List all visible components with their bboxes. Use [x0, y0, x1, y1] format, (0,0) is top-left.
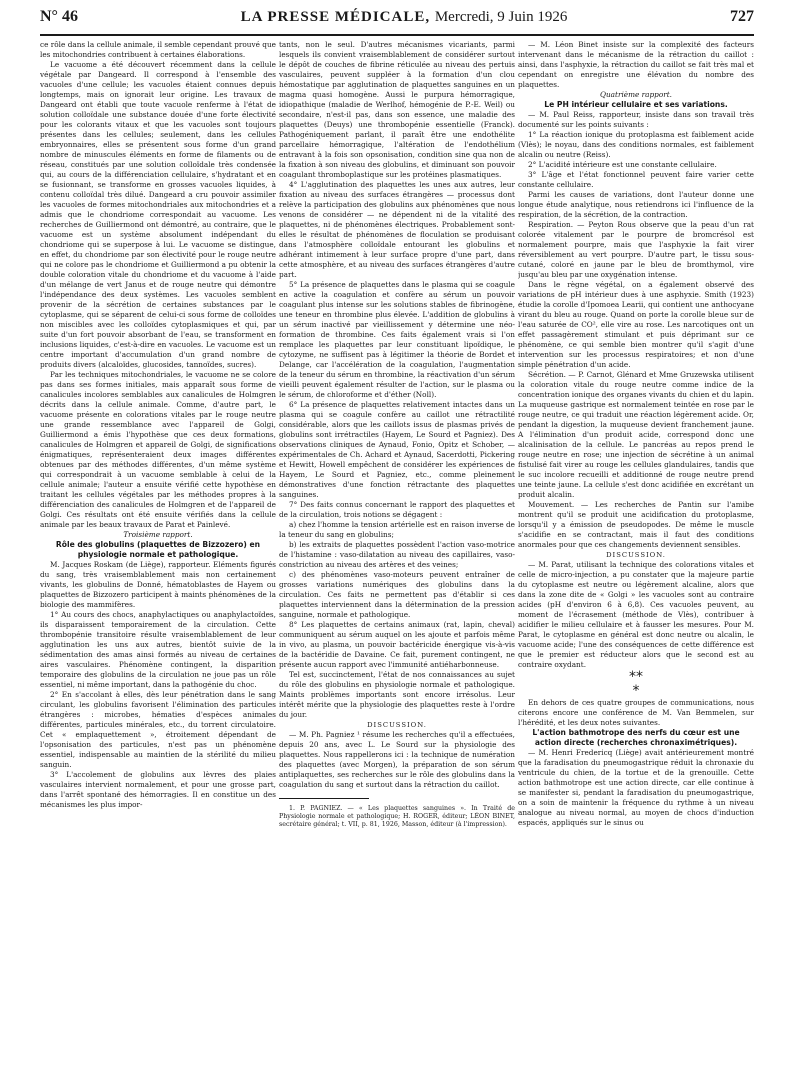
- journal-name: LA PRESSE MÉDICALE,: [240, 9, 431, 25]
- paragraph: a) chez l'homme la tension artérielle est en raison inverse de la teneur du sang en globulins;: [279, 520, 515, 539]
- footnote-divider: [279, 798, 369, 799]
- page-header: [40, 8, 754, 36]
- paragraph: 8° Les plaquettes de certains animaux (rat, lapin, cheval) communiquent au sérum auquel on les ajoute et parfois même in vivo, au plasma, un pouvoir bactéricide énergique vis-à-vis de la bactéridie de Davaine. Ce fait, purement contingent, ne présente aucun rapport avec l'immunité antiéharbonneuse.: [279, 620, 515, 669]
- column-left: [40, 40, 276, 1070]
- section-label: Troisième rapport.: [123, 530, 193, 539]
- paragraph: M. Jacques Roskam (de Liège), rapporteur. Eléments figurés du sang, très vraisemblablement mais non certainement vivants, les globulins de Donné, hématoblastes de Hayem ou plaquettes de Bizzozero participent à maints phénomènes de la biologie des mammifères.: [40, 560, 276, 609]
- paragraph: Tel est, succinctement, l'état de nos connaissances au sujet du rôle des globulins en physiologie normale et pathologique. Maints problèmes importants sont encore irrésolus. Leur intérêt mérite que la physiologie des plaquettes reste à l'ordre du jour.: [279, 670, 515, 719]
- section-label: Quatrième rapport.: [600, 90, 672, 99]
- section-title: Le PH intérieur cellulaire et ses variations.: [544, 100, 728, 109]
- paragraph: Sécrétion. — P. Carnot, Glénard et Mme Gruzewska utilisent la coloration vitale du rouge neutre comme indice de la concentration ionique des organes vivants du chien et du lapin. La muqueuse gastrique est normalement teintée en rose par le rouge neutre, ce qui traduit une réaction légèrement acide. Or, pendant la digestion, la muqueuse devient franchement jaune. A l'élimination d'un produit acide, correspond donc une alcalinisation de la cellule. Le pancréas au repos prend le rouge neutre en rose; une injection de sécrétine à un animal fistulisé fait virer au rouge les cellules glandulaires, tandis que le suc incolore recueilli et additionné de rouge neutre prend une teinte jaune. La cellule s'est donc acidifiée en excrétant un produit alcalin.: [518, 370, 754, 499]
- paragraph: — M. Paul Reiss, rapporteur, insiste dans son travail très documenté sur les points suivants :: [518, 110, 754, 129]
- paragraph: ce rôle dans la cellule animale, il semble cependant prouvé que les mitochondries contribuent à certaines élaborations.: [40, 40, 276, 59]
- paragraph: Par les techniques mitochondriales, le vacuome ne se colore pas dans ses formes initiales, mais apparaît sous forme de canalicules incolores semblables aux canalicules de Holmgren décrits dans la cellule animale. Comme, d'autre part, le vacuome présente en colorations vitales par le rouge neutre une grande ressemblance avec l'appareil de Golgi, Guilliermond a émis l'hypothèse que ces deux formations, canalicules de Holmgren et appareil de Golgi, de significations énigmatiques, représenteraient deux images différentes obtenues par des méthodes différentes, d'un même système qui correspondrait à un vacuome semblable à celui de la cellule animale; l'auteur a ensuite vérifié cette hypothèse en traitant les cellules végétales par les méthodes propres à la différenciation des canalicules de Holmgren et de l'appareil de Golgi. Ces résultats ont été ensuite vérifiés dans la cellule animale par les beaux travaux de Parat et Painlevé.: [40, 370, 276, 529]
- paragraph: — M. Léon Binet insiste sur la complexité des facteurs intervenant dans le mécanisme de la rétraction du caillot : ainsi, dans l'asphyxie, la rétraction du caillot se fait très mal et cependant on enregistre une élévation du nombre des plaquettes.: [518, 40, 754, 89]
- paragraph: tants, non le seul. D'autres mécanismes vicariants, parmi lesquels ils convient vraisemblablement de considérer surtout le dépôt de couches de fibrine réticulée au niveau des pertuis vasculaires, peuvent suppléer à la formation d'un clou hémostatique par agglutination de plaquettes sanguines en un magma quasi homogène. Aussi le purpura hémorragique, idiopathique (maladie de Werlhof, hémogénie de P.-E. Weil) ou secondaire, n'est-il pas, dans son essence, une maladie des plaquettes (Deuys) une thrombopénie essentielle (Franck). Pathogéniquement parlant, il paraît être une endothélite parcellaire hémorragique, l'altération de l'endothélium entravant à la fois son opsonisation, condition sine qua non de la fixation à son niveau des globulins, et diminuant son pouvoir coagulant thromboplastique sur les protéines plasmatiques.: [279, 40, 515, 179]
- paragraph: Respiration. — Peyton Rous observe que la peau d'un rat colorée vitalement par le pourpre de bromcrésol est normalement pourpre, mais que l'asphyxie la fait virer réversiblement au vert pourpre. D'autre part, le tissu sous-cutané, coloré en jaune par le bleu de bromthymol, vire jusqu'au bleu par une oxygénation intense.: [518, 220, 754, 279]
- issue-number: N° 46: [40, 8, 78, 25]
- paragraph: Le vacuome a été découvert récemment dans la cellule végétale par Dangeard. Il correspond à l'ensemble des vacuoles d'une cellule; les vacuoles étaient connues depuis longtemps, mais on ignorait leur origine. Les travaux de Dangeard ont établi que toute vacuole renferme à l'état de solution colloïdale une substance douée d'une forte électivité pour les colorants vitaux et que les vacuoles sont toujours présentes dans les cellules; seulement, dans les cellules embryonnaires, elles se présentent sous forme d'un grand nombre de minuscules éléments en forme de filaments ou de réseau, constitués par une solution colloïdale très condensée qui, au cours de la différenciation cellulaire, s'hydratant et en se fusionnant, se transforme en grosses vacuoles liquides, à contenu colloïdal très dilué. Dangeard a cru pouvoir assimiler les vacuoles de formes mitochondriales aux mitochondries et a admis que le chondriome correspondait au vacuome. Les recherches de Guilliermond ont démontré, au contraire, que le vacuome est un système absolument indépendant du chondriome qui se superpose à lui. Le vacuome se distingue, en effet, du chondriome par son électivité pour le rouge neutre qui ne colore pas le chondriome et Guilliermond a pu obtenir la double coloration vitale du chondriome et du vacuome à l'aide d'un mélange de vert Janus et de rouge neutre qui démontre l'indépendance des deux systèmes. Les vacuoles semblent provenir de la sécrétion de certaines substances par le cytoplasme, qui se séparent de celui-ci sous forme de colloïdes non miscibles avec les colloïdes cytoplasmiques et qui, par suite d'un fort pouvoir absorbant de l'eau, se transforment en inclusions liquides, c'est-à-dire en vacuoles. Le vacuome est un centre important d'accumulation d'un grand nombre de produits divers (alcaloïdes, glucosides, tannoïdes, sucres).: [40, 60, 276, 369]
- paragraph: — M. Parat, utilisant la technique des colorations vitales et celle de micro-injection, a pu constater que la majeure partie du cytoplasme est neutre ou légèrement alcaline, alors que dans la zone dite de « Golgi » les vacuoles sont au contraire acides (pH d'environ 6 à 6,8). Ces vacuoles peuvent, au moment de l'écrasement (méthode de Vlès), contribuer à acidifier le milieu cellulaire et à fausser les mesures. Pour M. Parat, le cytoplasme en général est donc neutre ou alcalin, le vacuome acide; l'une des conséquences de cette différence est que le premier est réducteur alors que le second est au contraire oxydant.: [518, 560, 754, 669]
- paragraph: c) des phénomènes vaso-moteurs peuvent entraîner de grosses variations numériques des globulins dans la circulation. Ces faits ne permettent pas d'établir si ces plaquettes interviennent dans la détermination de la pression sanguine, normale et pathologique.: [279, 570, 515, 619]
- paragraph: 6° La présence de plaquettes relativement intactes dans un plasma qui se coagule confère au caillot une rétractilité considérable, alors que les caillots issus de plasmas privés de globulins sont irrétractiles (Hayem, Le Sourd et Pagniez). Des observations cliniques de Aynaud, Fonio, Opitz et Schober, — expérimentales de Ch. Achard et Aynaud, Sacerdotti, Pickering et Hewitt, Howell empêchent de considérer les expériences de Hayem, Le Sourd et Pagniez, etc., comme pleinement démonstratives d'une fonction rétractante des plaquettes sanguines.: [279, 400, 515, 499]
- issue-date: Mercredi, 9 Juin 1926: [434, 9, 568, 25]
- paragraph: — M. Ph. Pagniez ¹ résume les recherches qu'il a effectuées, depuis 20 ans, avec L. Le Sourd sur la physiologie des plaquettes. Nous rappellerons ici : la technique de numération des plaquettes (avec Morgen), la préparation de son sérum antiplaquettes, ses recherches sur le rôle des globulins dans la coagulation du sang et surtout dans la rétraction du caillot.: [279, 730, 515, 789]
- paragraph: 1° Au cours des chocs, anaphylactiques ou anaphylactoïdes, ils disparaissent temporairement de la circulation. Cette thrombopénie transitoire résulte vraisemblablement de leur agglutination les uns aux autres, bientôt suivie de la sédimentation des amas ainsi formés au niveau de certaines aires vasculaires. Phénomène contingent, la disparition temporaire des globulins de la circulation ne joue pas un rôle essentiel, ni même important, dans la pathogénie du choc.: [40, 610, 276, 689]
- paragraph: 5° La présence de plaquettes dans le plasma qui se coagule en active la coagulation et confère au sérum un pouvoir coagulant plus intense sur les solutions stables de fibrinogène, une teneur en thrombine plus élevée. L'addition de globulins à un sérum inactivé par vieillissement y détermine une néo-formation de thrombine. Ces faits également vrais si l'on remplace les plaquettes par leur constituant lipoïdique, le cytozyme, ne suffisent pas à légitimer la théorie de Bordet et Delange, car l'accélération de la coagulation, l'augmentation de la teneur du sérum en thrombine, la réactivation d'un sérum vieilli peuvent également résulter de l'action, sur le plasma ou le sérum, de chloroforme et d'éther (Noll).: [279, 280, 515, 399]
- article-title: L'action bathmotrope des nerfs du cœur est une action directe (recherches chronaximétriques).: [532, 728, 740, 747]
- paragraph: — M. Henri Fredericq (Liège) avait antérieurement montré que la faradisation du pneumogastrique réduit la chronaxie du ventricule du chien, de la tortue et de la grenouille. Cette action bathmotrope est une action directe, car elle continue à se manifester si, pendant la faradisation du pneumogastrique, on a soin de maintenir la fréquence du rythme à un niveau analogue au niveau normal, au moyen de chocs d'induction espacés, appliqués sur le sinus ou: [518, 748, 754, 827]
- paragraph: b) les extraits de plaquettes possèdent l'action vaso-motrice de l'histamine : vaso-dilatation au niveau des capillaires, vaso-constriction au niveau des artères et des veines;: [279, 540, 515, 569]
- column-middle: [279, 40, 515, 1070]
- paragraph: 1° La réaction ionique du protoplasma est faiblement acide (Vlès); le noyau, dans des conditions normales, est faiblement alcalin ou neutre (Reiss).: [518, 130, 754, 159]
- paragraph: 3° L'âge et l'état fonctionnel peuvent faire varier cette constante cellulaire.: [518, 170, 754, 189]
- paragraph: En dehors de ces quatre groupes de communications, nous citerons encore une conférence de M. Van Bemmelen, sur l'hérédité, et les deux notes suivantes.: [518, 698, 754, 727]
- paragraph: Parmi les causes de variations, dont l'auteur donne une longue étude analytique, nous retiendrons ici l'influence de la respiration, de la sécrétion, de la contraction.: [518, 190, 754, 219]
- paragraph: 4° L'agglutination des plaquettes les unes aux autres, leur fixation au niveau des surfaces étrangères — processus dont relève la participation des globulins aux phénomènes que nous venons de considérer — ne dépendent ni de la vitalité des plaquettes, ni de phénomènes électriques. Probablement sont-elles le résultat de phénomènes de floculation se produisant dans l'atmosphère colloïdale entourant les globulins et adhérant intimement à leur surface propre d'une part, dans cette atmosphère, et au niveau des surfaces étrangères d'autre part.: [279, 180, 515, 279]
- paragraph: 3° L'accolement de globulins aux lèvres des plaies vasculaires intervient normalement, et pour une grosse part, dans l'arrêt spontané des hémorragies. Il en constitue un des mécanismes les plus impor-: [40, 770, 276, 809]
- paragraph: 7° Des faits connus concernant le rapport des plaquettes et de la circulation, trois notions se dégagent :: [279, 500, 515, 519]
- discussion-heading: DISCUSSION.: [367, 721, 427, 729]
- journal-title: [241, 9, 568, 26]
- asterism-separator: ** *: [629, 669, 643, 699]
- paragraph: 2° En s'accolant à elles, dès leur pénétration dans le sang circulant, les globulins favorisent l'élimination des particules étrangères : microbes, hématies d'espèces animales différentes, particules minérales, etc., du torrent circulatoire. Cet « emplaquettement », étroitement dépendant de l'opsonisation des particules, n'est pas un phénomène essentiel, indispensable au maintien de la stérilité du milieu sanguin.: [40, 690, 276, 769]
- section-title: Rôle des globulins (plaquettes de Bizzozero) en physiologie normale et pathologique.: [55, 540, 261, 559]
- column-right: [518, 40, 754, 1070]
- discussion-heading: DISCUSSION.: [606, 551, 666, 559]
- paragraph: Mouvement. — Les recherches de Pantin sur l'amibe montrent qu'il se produit une acidification du protoplasme, lorsqu'il y a émission de pseudopodes. De même le muscle s'acidifie en se contractant, mais il faut des conditions anormales pour que ces changements deviennent sensibles.: [518, 500, 754, 549]
- page-number: 727: [730, 8, 754, 25]
- paragraph: Dans le règne végétal, on a également observé des variations de pH intérieur dues à une asphyxie. Smith (1923) étudie la corolle d'Ipomoea Learii, qui contient une anthocyane virant du bleu au rouge. Quand on porte la corolle bleue sur de l'eau saturée de CO², elle vire au rose. Les narcotiques ont un effet passagèrement stimulant et puis déprimant sur ce phénomène, ce qui semble bien montrer qu'il s'agit d'une intervention sur les processus respiratoires; et non d'une simple pénétration d'un acide.: [518, 280, 754, 369]
- paragraph: 2° L'acidité intérieure est une constante cellulaire.: [528, 160, 717, 169]
- footnote: 1. P. PAGNIEZ. — « Les plaquettes sanguines ». In Traité de Physiologie normale et pathologique; H. ROGER, éditeur; LÉON BINET, secrétaire général; t. VII, p. 81, 1926, Masson, éditeur (à l'impression).: [279, 805, 515, 828]
